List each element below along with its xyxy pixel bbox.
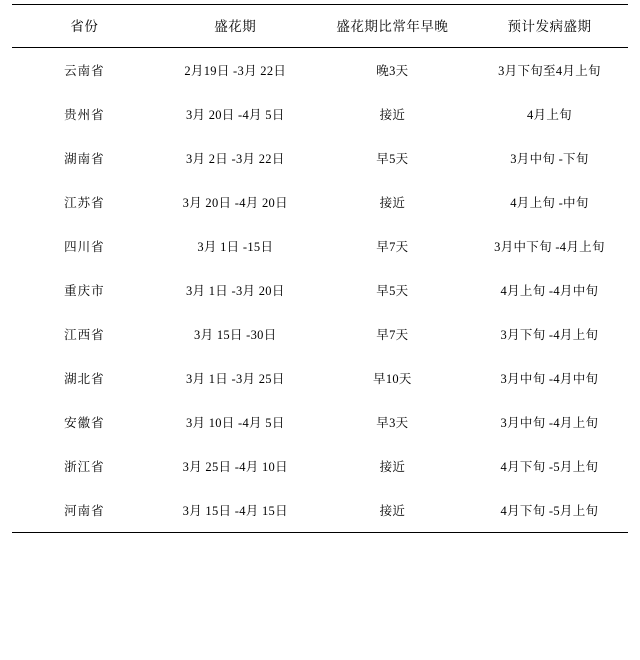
table-row [12, 224, 628, 268]
table-header-row [12, 5, 628, 48]
cell-bloom-period: 3月 20日 -4月 20日 [182, 196, 288, 210]
cell-bloom-period: 3月 20日 -4月 5日 [185, 108, 285, 122]
cell-bloom-comparison: 接近 [379, 196, 406, 210]
cell-expected-onset: 3月中下旬 -4月上旬 [494, 240, 605, 254]
cell-bloom-comparison: 早10天 [373, 372, 412, 386]
cell-province: 江西省 [64, 328, 105, 342]
cell-expected-onset: 3月下旬 -4月上旬 [500, 328, 599, 342]
cell-bloom-comparison: 接近 [379, 460, 406, 474]
cell-province: 江苏省 [64, 196, 105, 210]
table-row [12, 136, 628, 180]
cell-bloom-period: 2月19日 -3月 22日 [184, 64, 287, 78]
cell-province: 云南省 [64, 64, 105, 78]
cell-bloom-comparison: 早3天 [376, 416, 409, 430]
cell-expected-onset: 4月上旬 -中旬 [510, 196, 589, 210]
cell-expected-onset: 4月上旬 -4月中旬 [500, 284, 599, 298]
table-body [12, 48, 628, 533]
cell-expected-onset: 4月上旬 [526, 108, 572, 122]
cell-bloom-period: 3月 25日 -4月 10日 [182, 460, 288, 474]
table-row [12, 48, 628, 93]
cell-bloom-comparison: 早7天 [376, 328, 409, 342]
table-row [12, 92, 628, 136]
cell-expected-onset: 3月中旬 -4月中旬 [500, 372, 599, 386]
cell-bloom-period: 3月 2日 -3月 22日 [185, 152, 285, 166]
cell-bloom-period: 3月 1日 -3月 25日 [185, 372, 285, 386]
column-header-bloom-period: 盛花期 [157, 5, 314, 48]
cell-bloom-comparison: 接近 [314, 488, 471, 533]
cell-province: 河南省 [12, 488, 157, 533]
cell-bloom-period: 3月 15日 -30日 [194, 328, 277, 342]
cell-bloom-comparison: 早5天 [376, 152, 409, 166]
cell-bloom-comparison: 晚3天 [376, 64, 409, 78]
table-row [12, 444, 628, 488]
table-row [12, 400, 628, 444]
cell-expected-onset: 4月下旬 -5月上旬 [500, 460, 599, 474]
cell-province: 湖南省 [64, 152, 105, 166]
cell-bloom-period: 3月 1日 -15日 [197, 240, 274, 254]
cell-expected-onset: 3月中旬 -4月上旬 [500, 416, 599, 430]
column-header-expected-onset: 预计发病盛期 [471, 5, 628, 48]
cell-expected-onset: 3月下旬至4月上旬 [498, 64, 601, 78]
table-header [12, 5, 628, 48]
table-row [12, 180, 628, 224]
cell-bloom-comparison: 接近 [379, 108, 406, 122]
cell-bloom-period: 3月 1日 -3月 20日 [185, 284, 285, 298]
column-header-province: 省份 [12, 5, 157, 48]
table-row [12, 268, 628, 312]
cell-province: 贵州省 [64, 108, 105, 122]
cell-province: 安徽省 [64, 416, 105, 430]
cell-province: 四川省 [64, 240, 105, 254]
cell-expected-onset: 3月中旬 -下旬 [510, 152, 589, 166]
cell-bloom-comparison: 早7天 [376, 240, 409, 254]
cell-province: 重庆市 [64, 284, 105, 298]
table-row [12, 356, 628, 400]
cell-bloom-period: 3月 10日 -4月 5日 [185, 416, 285, 430]
flowering-period-table [12, 4, 628, 533]
column-header-bloom-comparison: 盛花期比常年早晚 [314, 5, 471, 48]
cell-bloom-period: 3月 15日 -4月 15日 [157, 488, 314, 533]
table-row [12, 312, 628, 356]
cell-province: 浙江省 [64, 460, 105, 474]
document-page [0, 4, 640, 660]
table-row [12, 488, 628, 533]
cell-province: 湖北省 [64, 372, 105, 386]
cell-expected-onset: 4月下旬 -5月上旬 [471, 488, 628, 533]
cell-bloom-comparison: 早5天 [376, 284, 409, 298]
